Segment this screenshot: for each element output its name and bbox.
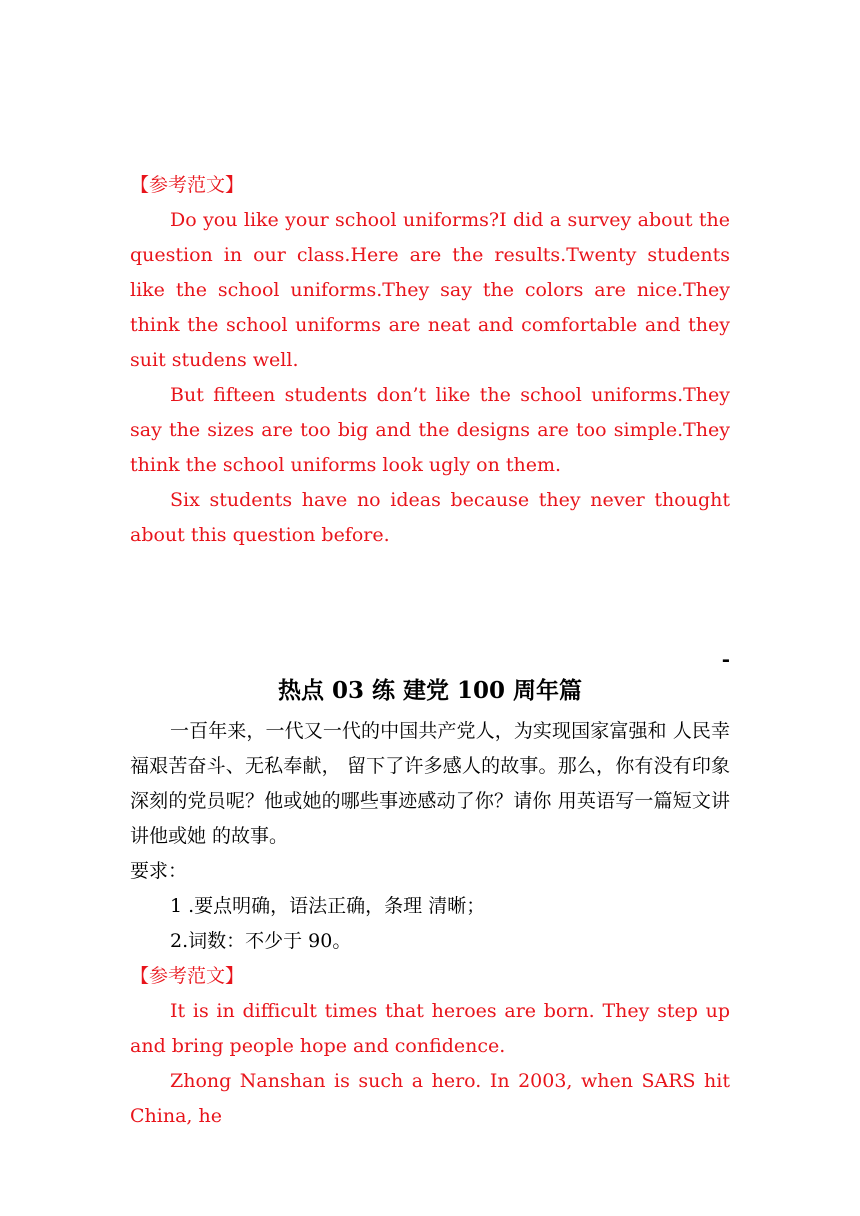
essay1-paragraph-1: Do you like your school uniforms?I did a survey about the question in our class.Here are the results.Twenty students like the school uniforms.They say the colors are nice.They think the school uniforms are neat and comfortable and they suit studens well. bbox=[130, 209, 730, 371]
sample-essay-label: 【参考范文】 bbox=[130, 174, 245, 196]
essay1-paragraph-3: Six students have no ideas because they never thought about this question before. bbox=[130, 489, 730, 546]
essay2-paragraph-2: Zhong Nanshan is such a hero. In 2003, when SARS hit China, he bbox=[130, 1070, 730, 1127]
sample-essay-label-2: 【参考范文】 bbox=[130, 965, 245, 987]
page-content bbox=[130, 168, 730, 1134]
requirement-item-1: 1 .要点明确，语法正确，条理 清晰； bbox=[170, 895, 486, 917]
section-gap bbox=[130, 553, 730, 648]
essay1-paragraph-2: But fifteen students don’t like the school uniforms.They say the sizes are too big and the designs are too simple.They think the school uniforms look ugly on them. bbox=[130, 384, 730, 476]
requirement-item-2: 2.词数：不少于 90。 bbox=[170, 930, 352, 952]
separator-mark: - bbox=[721, 647, 730, 671]
requirements-label: 要求： bbox=[130, 860, 188, 882]
writing-prompt: 一百年来，一代又一代的中国共产党人，为实现国家富强和 人民幸福艰苦奋斗、无私奉献， 留下了许多感人的故事。那么，你有没有印象深刻的党员呢？他或她的哪些事迹感动了你？请你 用英语写一篇短文讲讲他或她 的故事。 bbox=[130, 720, 730, 847]
essay2-paragraph-1: It is in difficult times that heroes are born. They step up and bring people hope and confidence. bbox=[130, 1000, 730, 1057]
section-title: 热点 03 练 建党 100 周年篇 bbox=[277, 677, 583, 704]
